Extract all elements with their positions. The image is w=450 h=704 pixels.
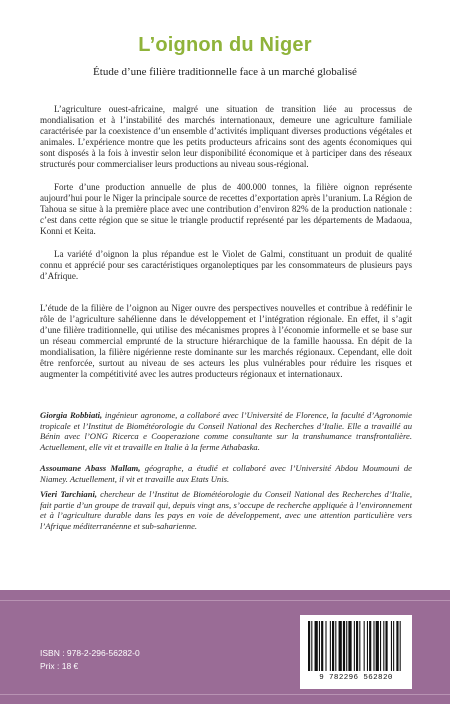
author-bio-3 bbox=[40, 489, 412, 531]
isbn-text: ISBN : 978-2-296-56282-0 bbox=[40, 648, 140, 658]
author-name-2: Assoumane Abass Mallam, bbox=[40, 463, 141, 473]
summary-paragraph-4: L’étude de la filière de l’oignon au Niger ouvre des perspectives nouvelles et contribue à redéfinir le rôle de l’agriculture sahélienne dans le développement et l’intégration régionale. En effet, il s’agit d’une filière traditionnelle, qui utilise des mécanismes propres à l’économie informelle et se base sur un réseau commercial emprunté de la structure hiérarchique de la famille haoussa. En dépit de la mondialisation, la filière nigérienne reste dominante sur les marchés régionaux. Cependant, elle doit être renforcée, surtout au niveau de ses acteurs les plus vulnérables pour réduire les risques et augmenter la compétitivité avec les autres producteurs régionaux et internationaux. bbox=[40, 303, 412, 379]
book-subtitle: Étude d’une filière traditionnelle face à un marché globalisé bbox=[93, 66, 357, 78]
footer-divider-bottom bbox=[0, 694, 450, 695]
barcode bbox=[300, 615, 412, 689]
author-bio-1 bbox=[40, 410, 412, 452]
summary-paragraph-1: L’agriculture ouest-africaine, malgré une situation de transition liée au processus de mondialisation et à l’instabilité des marchés internationaux, demeure une agriculture familiale caractérisée par la coexistence d’un ensemble d’activités impliquant diverses productions végétales et animales. L’expérience montre que les petits producteurs africains sont des agents économiques qui sont disposés à la fois à investir selon leur disponibilité économique et à participer dans des réseaux structurés pour commercialiser leurs productions au niveau sous-régional. bbox=[40, 104, 412, 169]
barcode-icon bbox=[306, 621, 406, 671]
footer-divider-top bbox=[0, 600, 450, 601]
barcode-digits: 9 782296 562820 bbox=[319, 674, 393, 682]
author-text-2: géographe, a étudié et collaboré avec l’Université Abdou Moumouni de Niamey. Actuellement, il vit et travaille aux Etats Unis. bbox=[40, 463, 412, 484]
summary-paragraph-3: La variété d’oignon la plus répandue est le Violet de Galmi, constituant un produit de qualité connu et apprécié pour ses caractéristiques organoleptiques par les consommateurs de plusieurs pays d’Afrique. bbox=[40, 249, 412, 281]
book-title: L’oignon du Niger bbox=[138, 34, 312, 56]
author-text-3: chercheur de l’Institut de Biométéorologie du Conseil National des Recherches d’Italie, fait partie d’un groupe de travail qui, depuis vingt ans, s’occupe de recherche appliquée à l’environnement et à l’agriculture durable dans les pays en voie de développement, avec une attention particulière vers l’Afrique méditerranéenne et sub-saharienne. bbox=[40, 489, 412, 531]
author-text-1: ingénieur agronome, a collaboré avec l’Université de Florence, la faculté d’Agronomie tropicale et l’Institut de Biométéorologie du Conseil National des Recherches d’Italie. Elle a travaillé au Bénin avec l’ONG Ricerca e Cooperazione comme consultante sur la transhumance transfrontalière. Actuellement, elle vit et travaille en Italie à la ferme Athabaska. bbox=[40, 410, 412, 452]
summary-paragraph-2: Forte d’une production annuelle de plus de 400.000 tonnes, la filière oignon représente aujourd’hui pour le Niger la principale source de recettes d’exportation après l’uranium. La Région de Tahoua se situe à la première place avec une contribution d’environ 82% de la production nationale : c’est dans cette région que se situe le triangle productif représenté par les départements de Madaoua, Konni et Keita. bbox=[40, 182, 412, 236]
author-name-3: Vieri Tarchiani, bbox=[40, 489, 98, 499]
author-name-1: Giorgia Robbiati, bbox=[40, 410, 103, 420]
author-bio-2 bbox=[40, 463, 412, 484]
price-text: Prix : 18 € bbox=[40, 661, 79, 671]
